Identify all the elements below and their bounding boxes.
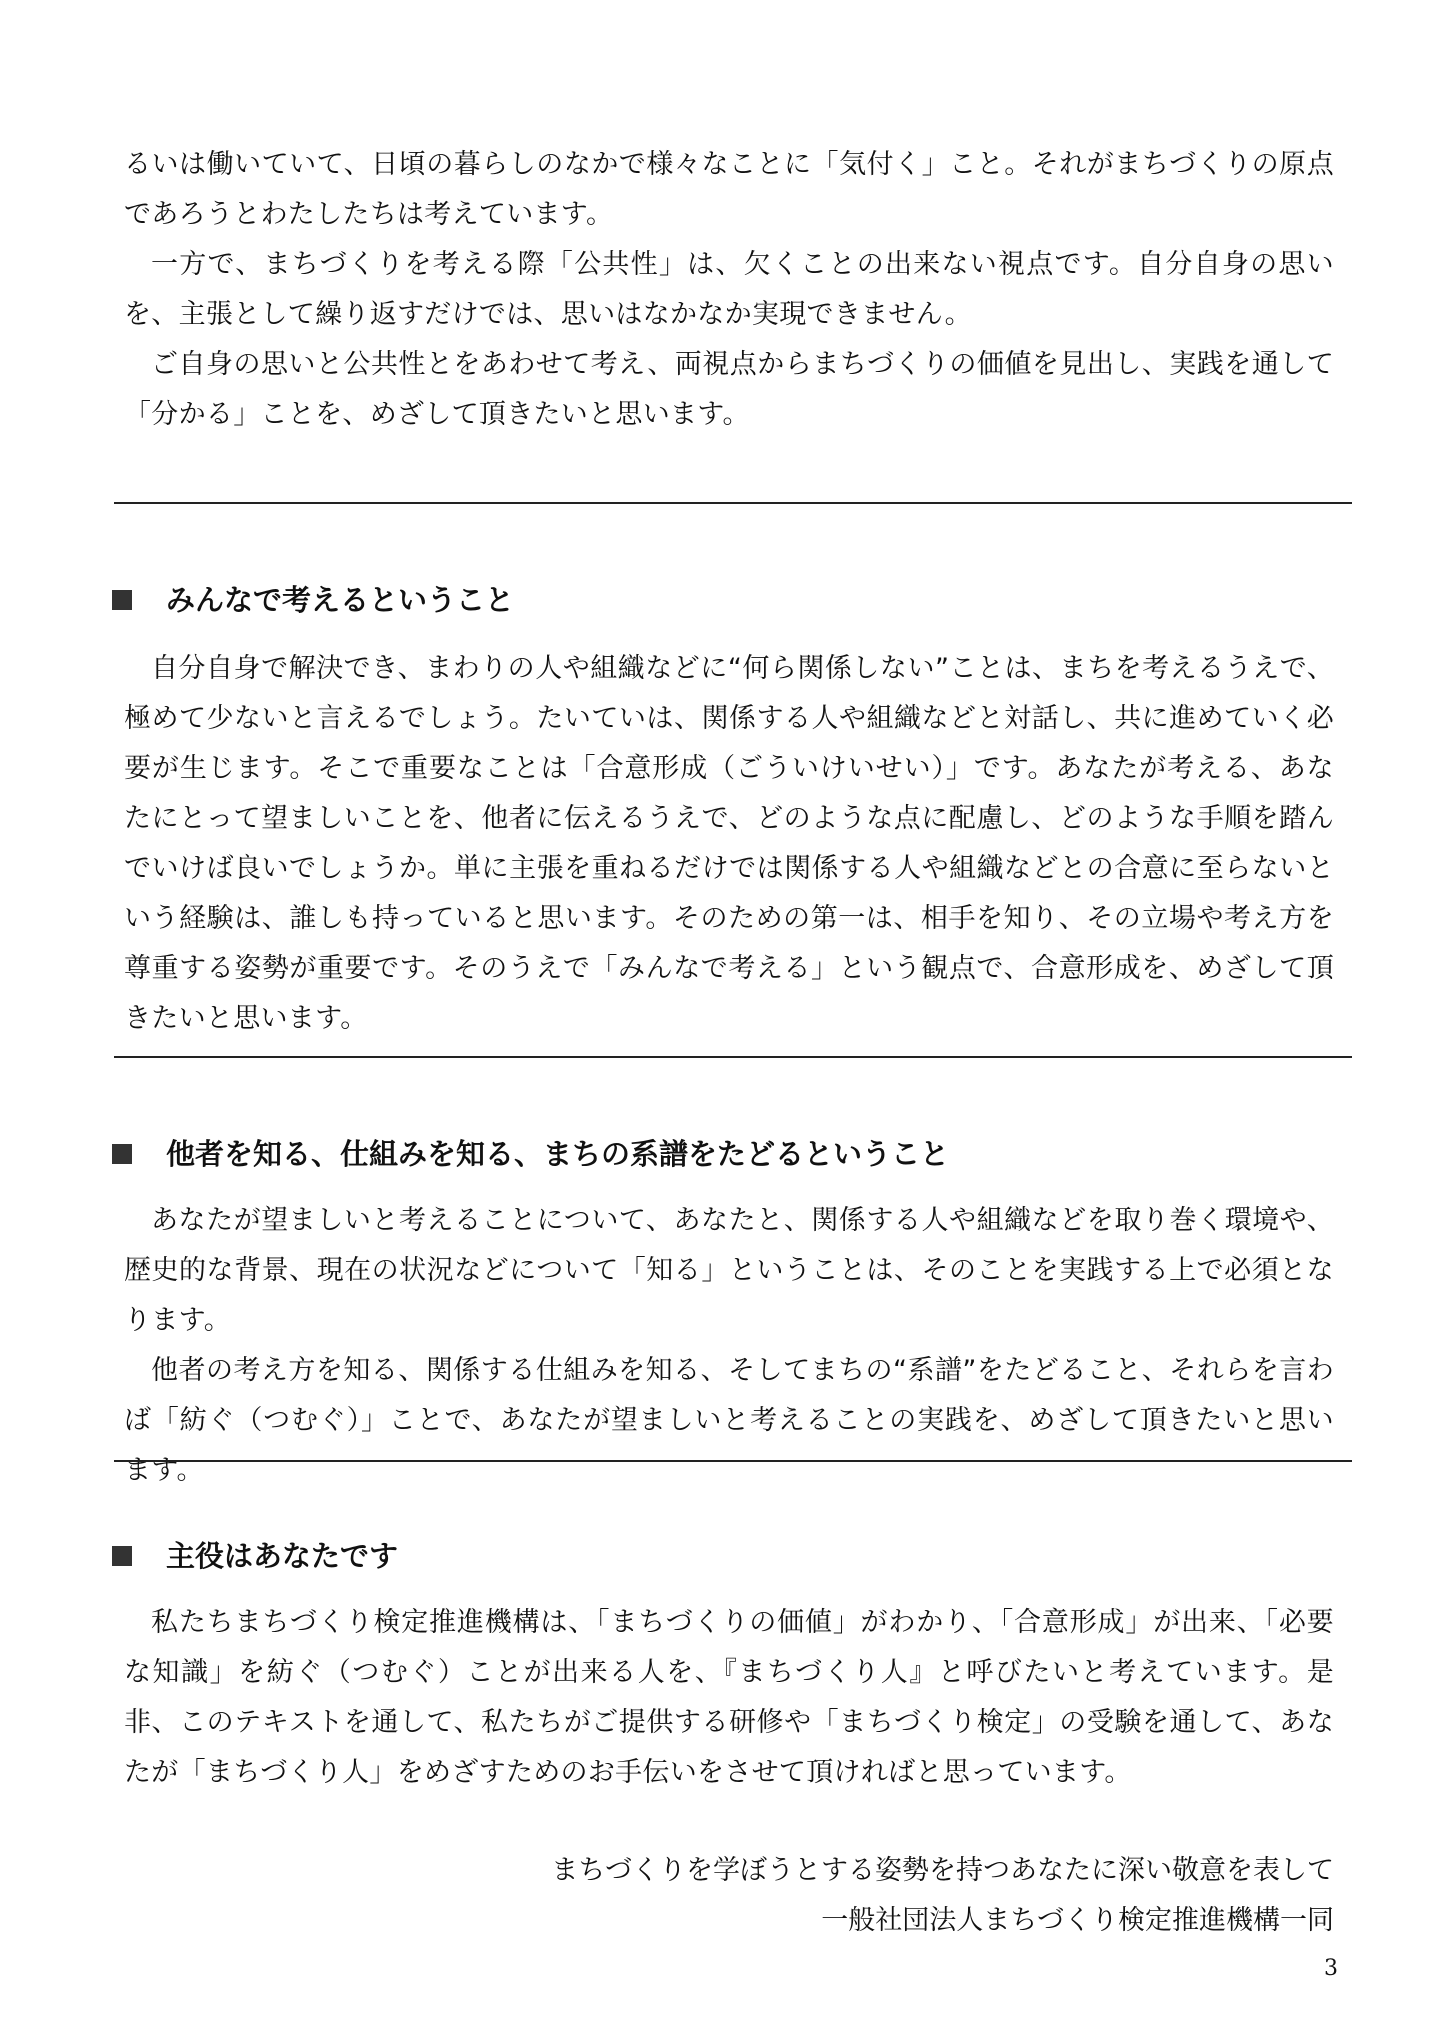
section-heading-2 xyxy=(112,1134,949,1174)
section-heading-3 xyxy=(112,1536,398,1576)
section-divider xyxy=(114,1460,1352,1462)
square-bullet-icon xyxy=(112,1546,132,1566)
section-body-1 xyxy=(124,644,1334,1044)
section-1-paragraph: 自分自身で解決でき、まわりの人や組織などに“何ら関係しない”ことは、まちを考えるうえで、極めて少ないと言えるでしょう。たいていは、関係する人や組織などと対話し、共に進めていく必要が生じます。そこで重要なことは「合意形成（ごういけいせい）」です。あなたが考える、あなたにとって望ましいことを、他者に伝えるうえで、どのような点に配慮し、どのような手順を踏んでいけば良いでしょうか。単に主張を重ねるだけでは関係する人や組織などとの合意に至らないという経験は、誰しも持っていると思います。そのための第一は、相手を知り、その立場や考え方を尊重する姿勢が重要です。そのうえで「みんなで考える」という観点で、合意形成を、めざして頂きたいと思います。 xyxy=(124,653,1334,1034)
section-title-1: みんなで考えるということ xyxy=(166,583,515,617)
section-body-3 xyxy=(124,1598,1334,1798)
section-title-3: 主役はあなたです xyxy=(166,1539,399,1573)
section-3-paragraph: 私たちまちづくり検定推進機構は、「まちづくりの価値」がわかり、「合意形成」が出来、「必要な知識」を紡ぐ（つむぐ）ことが出来る人を、『まちづくり人』と呼びたいと考えています。是非、このテキストを通して、私たちがご提供する研修や「まちづくり検定」の受験を通して、あなたが「まちづくり人」をめざすためのお手伝いをさせて頂ければと思っています。 xyxy=(124,1607,1334,1788)
closing-line-2: 一般社団法人まちづくり検定推進機構一同 xyxy=(821,1905,1334,1936)
intro-text xyxy=(124,140,1334,440)
section-heading-1 xyxy=(112,580,514,620)
page-number: 3 xyxy=(1324,1956,1338,1981)
closing-signature xyxy=(551,1846,1334,1946)
section-title-2: 他者を知る、仕組みを知る、まちの系譜をたどるということ xyxy=(166,1137,950,1171)
intro-paragraph-1: るいは働いていて、日頃の暮らしのなかで様々なことに「気付く」こと。それがまちづくりの原点であろうとわたしたちは考えています。 xyxy=(124,149,1334,230)
section-2-paragraph-1: あなたが望ましいと考えることについて、あなたと、関係する人や組織などを取り巻く環境や、歴史的な背景、現在の状況などについて「知る」ということは、そのことを実践する上で必須となります。 xyxy=(124,1205,1334,1336)
intro-paragraph-3: ご自身の思いと公共性とをあわせて考え、両視点からまちづくりの価値を見出し、実践を通して「分かる」ことを、めざして頂きたいと思います。 xyxy=(124,349,1334,430)
closing-line-1: まちづくりを学ぼうとする姿勢を持つあなたに深い敬意を表して xyxy=(551,1855,1334,1886)
square-bullet-icon xyxy=(112,1144,132,1164)
section-2-paragraph-2: 他者の考え方を知る、関係する仕組みを知る、そしてまちの“系譜”をたどること、それらを言わば「紡ぐ（つむぐ）」ことで、あなたが望ましいと考えることの実践を、めざして頂きたいと思います。 xyxy=(124,1355,1334,1486)
intro-paragraph-2: 一方で、まちづくりを考える際「公共性」は、欠くことの出来ない視点です。自分自身の思いを、主張として繰り返すだけでは、思いはなかなか実現できません。 xyxy=(124,249,1334,330)
section-divider xyxy=(114,1056,1352,1058)
section-divider xyxy=(114,502,1352,504)
square-bullet-icon xyxy=(112,590,132,610)
section-body-2 xyxy=(124,1196,1334,1496)
